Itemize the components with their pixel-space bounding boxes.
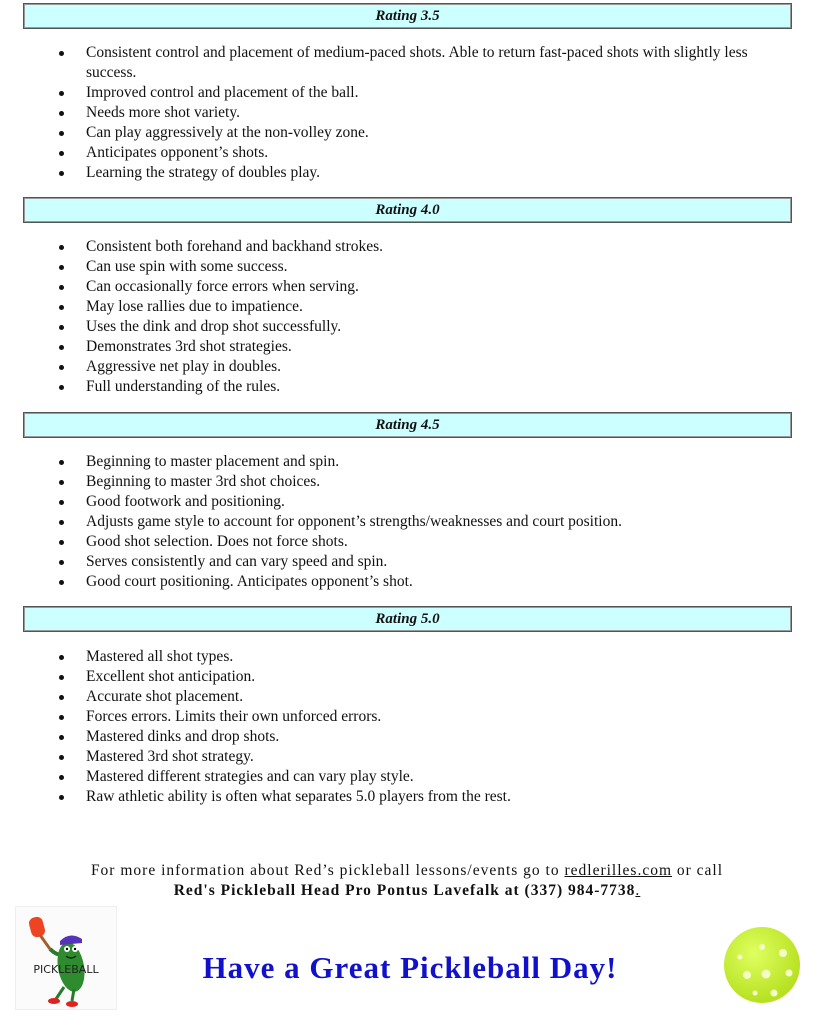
rating-3-5-list <box>0 43 766 183</box>
list-item: Needs more shot variety. <box>0 103 766 123</box>
list-item: Can use spin with some success. <box>0 257 766 277</box>
list-item: Consistent both forehand and backhand strokes. <box>0 237 766 257</box>
bullet-icon <box>59 111 64 116</box>
bullet-icon <box>59 151 64 156</box>
bullet-icon <box>59 265 64 270</box>
svg-text:PICKLEBALL: PICKLEBALL <box>33 963 99 976</box>
rating-4-0-list <box>0 237 766 397</box>
bullet-icon <box>59 655 64 660</box>
list-item: Accurate shot placement. <box>0 687 766 707</box>
website-link[interactable]: redlerilles.com <box>564 862 673 879</box>
bullet-icon <box>59 345 64 350</box>
list-item: Serves consistently and can vary speed and spin. <box>0 552 766 572</box>
list-item: Learning the strategy of doubles play. <box>0 163 766 183</box>
list-item: Uses the dink and drop shot successfully. <box>0 317 766 337</box>
list-item: Mastered 3rd shot strategy. <box>0 747 766 767</box>
list-item: Mastered different strategies and can vary play style. <box>0 767 766 787</box>
list-item: Mastered all shot types. <box>0 647 766 667</box>
list-item: Good footwork and positioning. <box>0 492 766 512</box>
bullet-icon <box>59 305 64 310</box>
bullet-icon <box>59 735 64 740</box>
rating-3-5-header: Rating 3.5 <box>23 3 792 29</box>
footer-info-line: For more information about Red’s pickleball lessons/events go to redlerilles.com or call <box>90 862 724 879</box>
list-item: Good court positioning. Anticipates opponent’s shot. <box>0 572 766 592</box>
rating-4-0-header: Rating 4.0 <box>23 197 792 223</box>
list-item: Adjusts game style to account for opponent’s strengths/weaknesses and court position. <box>0 512 766 532</box>
list-item: Good shot selection. Does not force shots. <box>0 532 766 552</box>
bullet-icon <box>59 715 64 720</box>
bullet-icon <box>59 580 64 585</box>
bullet-icon <box>59 500 64 505</box>
bullet-icon <box>59 131 64 136</box>
bullet-icon <box>59 795 64 800</box>
list-item: Beginning to master placement and spin. <box>0 452 766 472</box>
list-item: Excellent shot anticipation. <box>0 667 766 687</box>
greeting-text: Have a Great Pickleball Day! <box>202 950 618 985</box>
list-item: Can occasionally force errors when serving. <box>0 277 766 297</box>
bullet-icon <box>59 755 64 760</box>
list-item: Raw athletic ability is often what separates 5.0 players from the rest. <box>0 787 766 807</box>
bullet-icon <box>59 245 64 250</box>
bullet-icon <box>59 51 64 56</box>
rating-4-5-list <box>0 452 766 592</box>
bullet-icon <box>59 91 64 96</box>
rating-4-5-header: Rating 4.5 <box>23 412 792 438</box>
list-item: Aggressive net play in doubles. <box>0 357 766 377</box>
list-item: Demonstrates 3rd shot strategies. <box>0 337 766 357</box>
list-item: Can play aggressively at the non-volley zone. <box>0 123 766 143</box>
bullet-icon <box>59 695 64 700</box>
list-item: Anticipates opponent’s shots. <box>0 143 766 163</box>
bullet-icon <box>59 675 64 680</box>
bullet-icon <box>59 520 64 525</box>
pickle-mascot-icon <box>15 906 117 1010</box>
list-item: Beginning to master 3rd shot choices. <box>0 472 766 492</box>
list-item: Full understanding of the rules. <box>0 377 766 397</box>
bullet-icon <box>59 285 64 290</box>
list-item: Improved control and placement of the ball. <box>0 83 766 103</box>
bullet-icon <box>59 171 64 176</box>
pickleball-icon <box>722 925 802 1005</box>
bullet-icon <box>59 365 64 370</box>
list-item: Consistent control and placement of medium-paced shots. Able to return fast-paced shots with slightly less success. <box>0 43 766 83</box>
list-item: Forces errors. Limits their own unforced errors. <box>0 707 766 727</box>
bullet-icon <box>59 560 64 565</box>
list-item: May lose rallies due to impatience. <box>0 297 766 317</box>
rating-5-0-header: Rating 5.0 <box>23 606 792 632</box>
footer-contact-line: Red's Pickleball Head Pro Pontus Lavefalk at (337) 984-7738. <box>173 882 641 899</box>
rating-5-0-list <box>0 647 766 807</box>
bullet-icon <box>59 385 64 390</box>
list-item: Mastered dinks and drop shots. <box>0 727 766 747</box>
bullet-icon <box>59 480 64 485</box>
bullet-icon <box>59 325 64 330</box>
bullet-icon <box>59 775 64 780</box>
bullet-icon <box>59 540 64 545</box>
bullet-icon <box>59 460 64 465</box>
